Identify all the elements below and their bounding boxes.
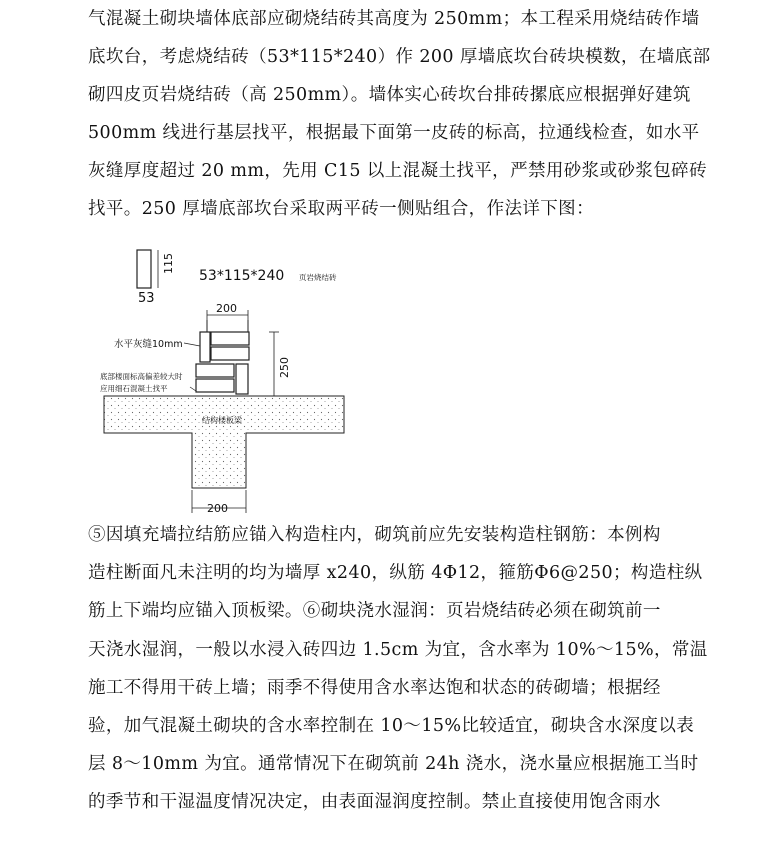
brick [196,379,234,392]
text-line: 筋上下端均应锚入顶板梁。⑥砌块浇水湿润：页岩烧结砖必须在砌筑前一 [88,601,661,622]
brick [211,347,249,360]
text-line: 500mm 线进行基层找平，根据最下面第一皮砖的标高，拉通线检查，如水平 [88,123,700,143]
diagram-svg [96,236,376,526]
text-line: 层 8～10mm 为宜。通常情况下在砌筑前 24h 浇水，浇水量应根据施工当时 [88,754,699,775]
top-width-label: 200 [216,302,237,315]
brick [236,364,248,394]
brick [200,332,210,362]
text-line: 天浇水湿润，一般以水浸入砖四边 1.5cm 为宜，含水率为 10%～15%，常温 [88,639,708,660]
paragraph-1 [88,0,728,228]
brick-sill-diagram [96,236,376,526]
brick [211,332,249,345]
brick-height-label: 115 [162,253,175,274]
slab-and-beam [104,396,344,488]
brick-spec-note: 页岩烧结砖 [299,273,337,282]
height-dim-label: 250 [278,357,291,378]
paragraph-2 [88,516,728,822]
bottom-width-label: 200 [207,502,228,515]
brick-section-icon [137,250,151,288]
brick-spec-label: 53*115*240 [199,268,285,284]
slab-label: 结构楼板梁 [202,416,242,425]
text-line: 施工不得用干砖上墙；雨季不得使用含水率达饱和状态的砖砌墙；根据经 [88,677,661,698]
note-line-2: 应用细石混凝土找平 [100,384,168,393]
brick [196,364,234,377]
text-line: 造柱断面凡未注明的均为墙厚 x240，纵筋 4Φ12，箍筋Φ6@250；构造柱纵 [88,563,703,584]
text-line: 的季节和干湿温度情况决定，由表面湿润度控制。禁止直接使用饱含雨水 [88,792,661,813]
text-line: 灰缝厚度超过 20 mm，先用 C15 以上混凝土找平，严禁用砂浆或砂浆包碎砖 [88,161,707,181]
text-line: 气混凝土砌块墙体底部应砌烧结砖其高度为 250mm；本工程采用烧结砖作墙 [88,9,700,29]
text-line: ⑤因填充墙拉结筋应锚入构造柱内，砌筑前应先安装构造柱钢筋：本例构 [88,525,661,545]
joint-label: 水平灰缝10mm [114,339,183,350]
text-line: 验，加气混凝土砌块的含水率控制在 10～15%比较适宜，砌块含水深度以表 [88,715,695,736]
note-line-1: 底部楼面标高偏差较大时 [100,372,183,381]
brick-thickness-label: 53 [138,291,155,306]
text-line: 底坎台，考虑烧结砖（53*115*240）作 200 厚墙底坎台砖块模数，在墙底部 [88,47,711,67]
text-line: 找平。250 厚墙底部坎台采取两平砖一侧贴组合，作法详下图： [88,199,594,219]
leader-line [184,343,200,346]
text-line: 砌四皮页岩烧结砖（高 250mm）。墙体实心砖坎台排砖摞底应根据弹好建筑 [88,85,691,105]
leader-line [190,387,196,391]
